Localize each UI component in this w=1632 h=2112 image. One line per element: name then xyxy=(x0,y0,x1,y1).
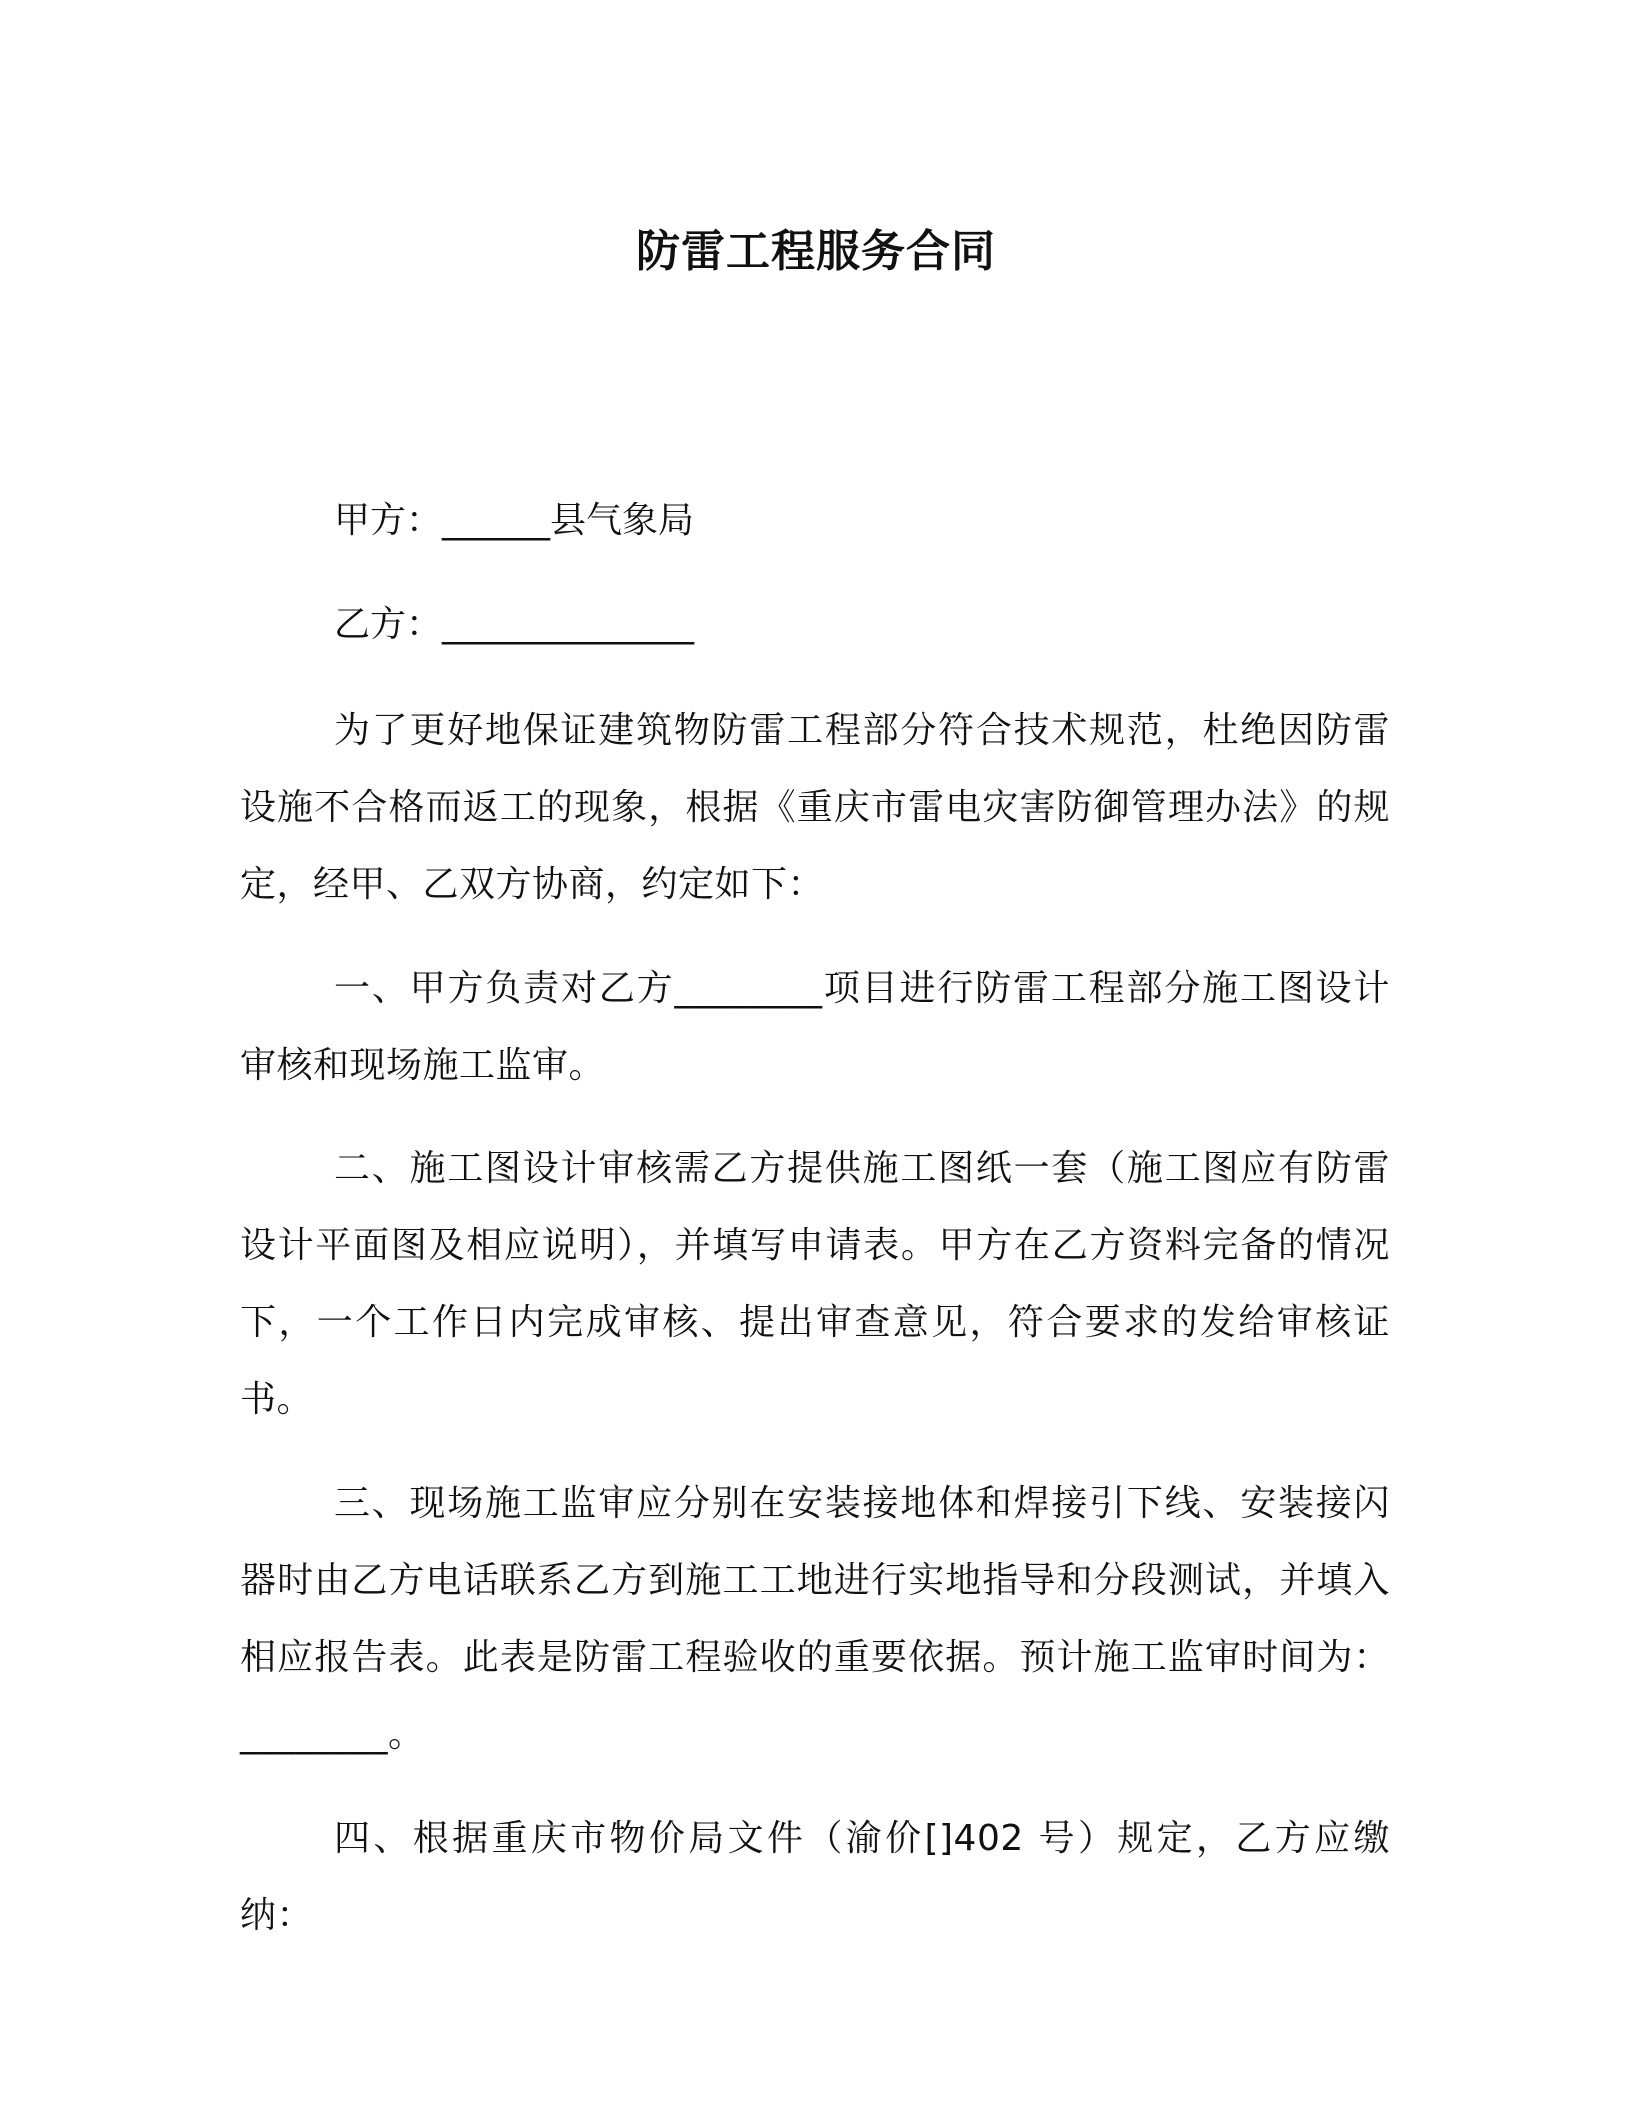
clause-1-paragraph: 一、甲方负责对乙方________项目进行防雷工程部分施工图设计审核和现场施工监审。 xyxy=(240,968,1390,1086)
clause-4-paragraph: 四、根据重庆市物价局文件（渝价[]402 号）规定，乙方应缴纳： xyxy=(240,1818,1390,1936)
party-a-line: 甲方：______县气象局 xyxy=(334,500,695,541)
intro-paragraph: 为了更好地保证建筑物防雷工程部分符合技术规范，杜绝因防雷设施不合格而返工的现象，根据《重庆市雷电灾害防御管理办法》的规定，经甲、乙双方协商，约定如下： xyxy=(240,710,1390,905)
party-b-line: 乙方：______________ xyxy=(334,604,695,645)
clause-3-paragraph: 三、现场施工监审应分别在安装接地体和焊接引下线、安装接闪器时由乙方电话联系乙方到施工工地进行实地指导和分段测试，并填入相应报告表。此表是防雷工程验收的重要依据。预计施工监审时间为：________。 xyxy=(240,1483,1390,1755)
document-title: 防雷工程服务合同 xyxy=(636,226,996,277)
clause-2-paragraph: 二、施工图设计审核需乙方提供施工图纸一套（施工图应有防雷设计平面图及相应说明），并填写申请表。甲方在乙方资料完备的情况下，一个工作日内完成审核、提出审查意见，符合要求的发给审核证书。 xyxy=(240,1148,1390,1420)
